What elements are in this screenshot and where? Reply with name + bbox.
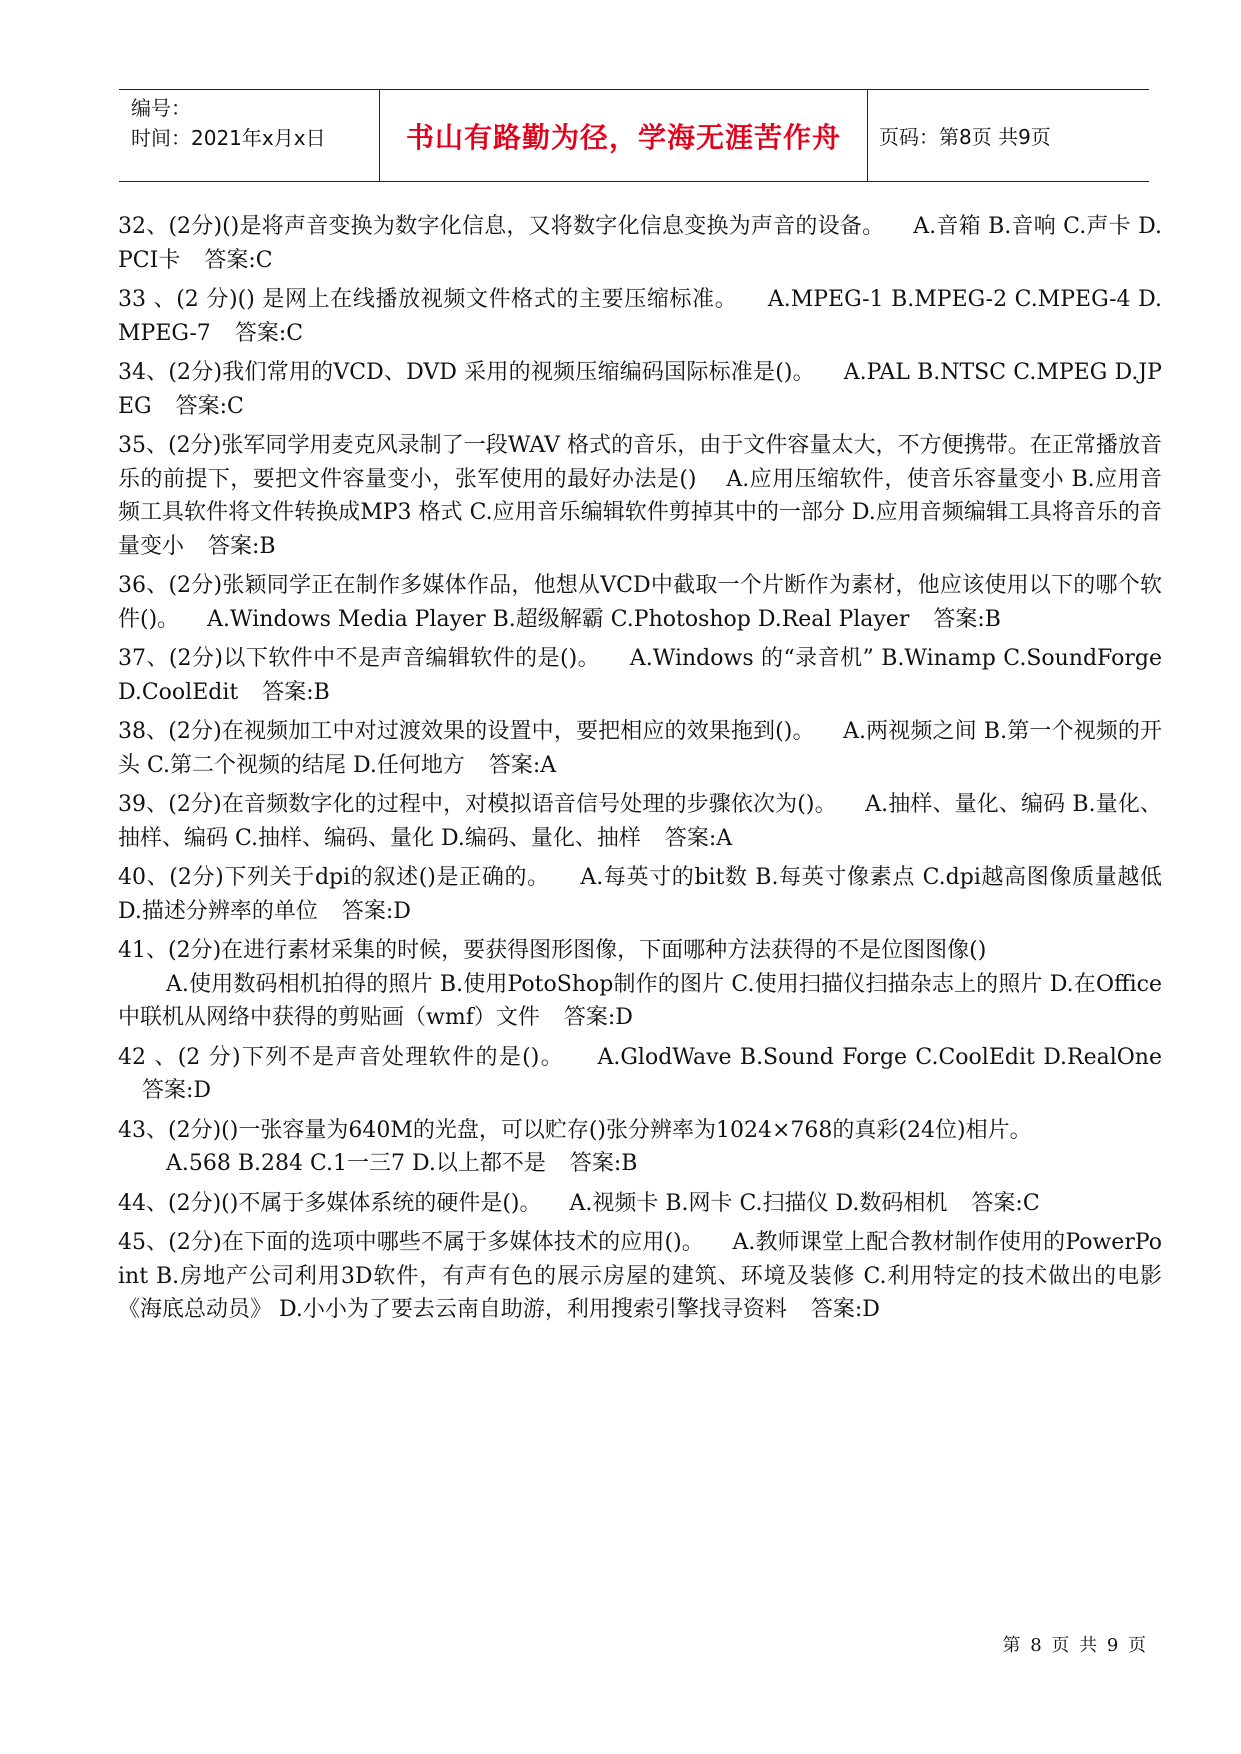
question-37 [118,642,1162,709]
question-text: 44、(2分)()不属于多媒体系统的硬件是()。 [118,1190,542,1216]
question-options: A.每英寸的bit数 B.每英寸像素点 C.dpi越高图像质量越低 D.描述分辨率的单位 [118,865,1163,924]
question-options: A.568 B.284 C.1一三7 D.以上都不是 [166,1151,546,1176]
question-text: 38、(2分)在视频加工中对过渡效果的设置中，要把相应的效果拖到()。 [118,719,815,744]
question-answer: 答案:C [175,393,244,419]
header-number-label: 编号： [131,96,191,120]
question-35 [118,429,1162,563]
question-options: A.视频卡 B.网卡 C.扫描仪 D.数码相机 [569,1190,948,1216]
question-answer: 答案:C [234,320,304,346]
question-options: A.使用数码相机拍得的照片 B.使用PotoShop制作的图片 C.使用扫描仪扫描杂志上的照片 D.在Office中联机从网络中获得的剪贴画（wmf）文件 [118,971,1162,1030]
question-text: 42 、(2 分)下列不是声音处理软件的是()。 [118,1044,565,1070]
question-options: A.抽样、量化、编码 B.量化、抽样、编码 C.抽样、编码、量化 D.编码、量化、抽样 [118,792,1162,851]
question-text: 36、(2分)张颖同学正在制作多媒体作品，他想从VCD中截取一个片断作为素材，他应该使用以下的哪个软件()。 [118,573,1162,632]
question-32 [118,210,1162,277]
question-options: A.MPEG-1 B.MPEG-2 C.MPEG-4 D.MPEG-7 [118,287,1162,346]
question-options: A.应用压缩软件，使音乐容量变小 B.应用音频工具软件将文件转换成MP3 格式 C.应用音乐编辑软件剪掉其中的一部分 D.应用音频编辑工具将音乐的音量变小 [118,466,1162,559]
question-text: 43、(2分)()一张容量为640M的光盘，可以贮存()张分辨率为1024×768的真彩(24位)相片。 [118,1117,1032,1143]
question-41 [118,934,1162,1035]
question-list [118,210,1162,1333]
question-text: 45、(2分)在下面的选项中哪些不属于多媒体技术的应用()。 [118,1230,704,1255]
question-options: A.音箱 B.音响 C.声卡 D.PCI卡 [118,214,1162,273]
header-date: 时间：2021年x月x日 [131,126,326,150]
question-33 [118,283,1162,350]
question-text: 32、(2分)()是将声音变换为数字化信息，又将数字化信息变换为声音的设备。 [118,214,885,239]
question-42 [118,1041,1162,1108]
question-answer: 答案:A [488,752,557,778]
header-motto: 书山有路勤为径，学海无涯苦作舟 [380,90,868,181]
question-options: A.教师课堂上配合教材制作使用的PowerPoint B.房地产公司利用3D软件，有声有色的展示房屋的建筑、环境及装修 C.利用特定的技术做出的电影《海底总动员》 D.小小为了要去云南自助游，利用搜索引擎找寻资料 [118,1230,1162,1322]
question-text: 41、(2分)在进行素材采集的时候，要获得图形图像，下面哪种方法获得的不是位图图像() [118,938,987,963]
question-answer: 答案:C [204,247,273,273]
question-answer: 答案:B [262,679,330,705]
question-36 [118,569,1162,636]
document-header [119,89,1149,182]
question-answer: 答案:B [569,1151,638,1176]
question-answer: 答案:B [208,533,276,559]
question-answer: 答案:D [142,1078,212,1103]
question-34 [118,356,1162,423]
question-text: 39、(2分)在音频数字化的过程中，对模拟语音信号处理的步骤依次为()。 [118,792,837,817]
question-40 [118,861,1162,928]
question-text: 35、(2分)张军同学用麦克风录制了一段WAV 格式的音乐，由于文件容量太大，不方便携带。在正常播放音乐的前提下，要把文件容量变小，张军使用的最好办法是() [118,433,1162,492]
question-answer: 答案:D [810,1297,880,1322]
question-options: A.Windows Media Player B.超级解霸 C.Photoshop D.Real Player [207,606,910,632]
question-38 [118,715,1162,782]
question-44 [118,1187,1162,1221]
question-options: A.GlodWave B.Sound Forge C.CoolEdit D.RealOne [597,1044,1162,1070]
header-page-info: 页码：第8页 共9页 [879,125,1051,149]
question-answer: 答案:C [971,1190,1040,1216]
question-answer: 答案:A [664,825,733,851]
question-options: A.Windows 的“录音机” B.Winamp C.SoundForge D.CoolEdit [118,646,1162,705]
question-options: A.PAL B.NTSC C.MPEG D.JPEG [118,360,1162,419]
question-text: 33 、(2 分)() 是网上在线播放视频文件格式的主要压缩标准。 [118,287,738,312]
question-39 [118,788,1162,855]
question-text: 40、(2分)下列关于dpi的叙述()是正确的。 [118,865,550,890]
question-answer: 答案:D [563,1005,633,1030]
question-answer: 答案:D [341,898,411,924]
question-43 [118,1114,1162,1181]
header-meta [119,90,380,181]
question-text: 37、(2分)以下软件中不是声音编辑软件的是()。 [118,646,601,671]
page-footer: 第 8 页 共 9 页 [1002,1635,1148,1656]
question-answer: 答案:B [933,606,1001,632]
question-text: 34、(2分)我们常用的VCD、DVD 采用的视频压缩编码国际标准是()。 [118,360,815,385]
question-options: A.两视频之间 B.第一个视频的开头 C.第二个视频的结尾 D.任何地方 [118,719,1162,778]
question-45 [118,1226,1162,1327]
